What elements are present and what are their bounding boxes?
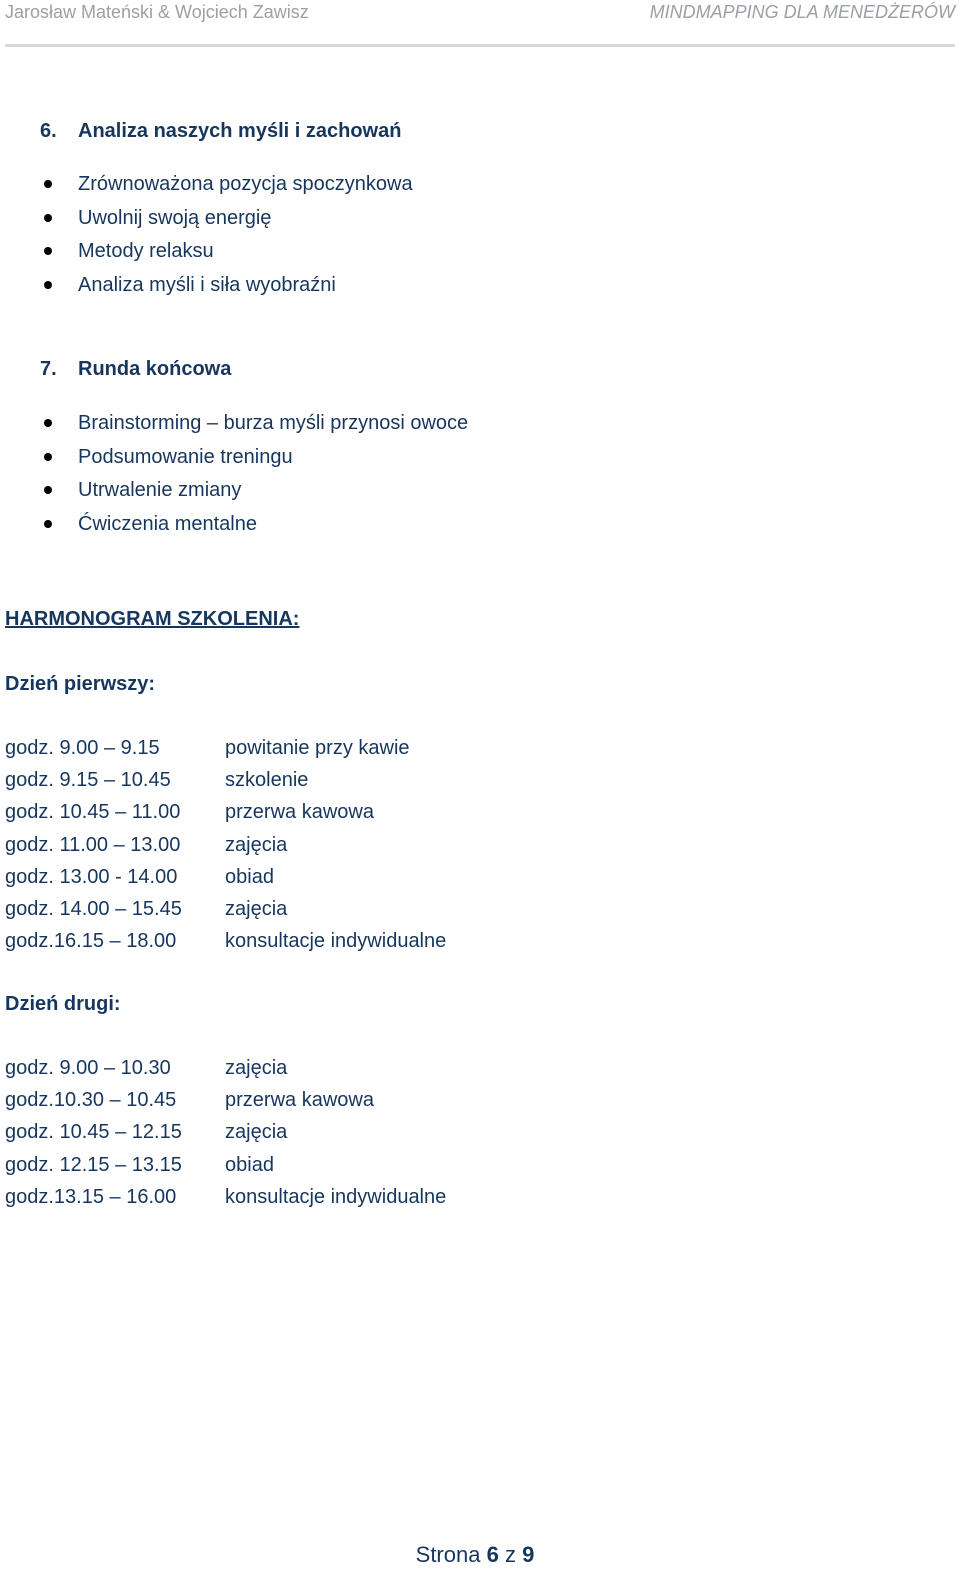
section-6-heading <box>40 118 401 144</box>
schedule-activity: powitanie przy kawie <box>225 737 410 759</box>
footer-page-total: 9 <box>522 1542 535 1567</box>
schedule-activity: obiad <box>225 865 274 888</box>
schedule-time: godz. 13.00 - 14.00 <box>5 865 178 888</box>
bullet-icon <box>44 281 52 289</box>
list-item-text: Uwolnij swoją energię <box>78 206 272 229</box>
schedule-time: godz.16.15 – 18.00 <box>5 930 177 953</box>
schedule-time: godz. 9.00 – 9.15 <box>5 737 160 759</box>
schedule-activity: szkolenie <box>225 769 309 792</box>
footer-separator: z <box>504 1542 516 1567</box>
schedule-activity: zajęcia <box>225 897 288 920</box>
schedule-activity: przerwa kawowa <box>225 801 374 824</box>
list-item-text: Podsumowanie treningu <box>78 445 293 468</box>
header-title: MINDMAPPING DLA MENEDŻERÓW <box>649 2 955 22</box>
list-item <box>0 272 413 306</box>
list-item <box>0 477 468 511</box>
schedule-activity: zajęcia <box>225 833 288 856</box>
bullet-icon <box>44 520 52 528</box>
bullet-icon <box>44 486 52 494</box>
schedule-time: godz.13.15 – 16.00 <box>5 1185 177 1208</box>
section-7-title: Runda końcowa <box>78 358 232 380</box>
schedule-activity: zajęcia <box>225 1057 288 1079</box>
list-item <box>0 444 468 478</box>
schedule-time: godz. 9.00 – 10.30 <box>5 1057 171 1079</box>
schedule-time: godz. 14.00 – 15.45 <box>5 897 182 920</box>
section-6-title: Analiza naszych myśli i zachowań <box>78 120 402 142</box>
bullet-icon <box>44 453 52 461</box>
schedule-activity: przerwa kawowa <box>225 1089 374 1112</box>
footer-page-number: 6 <box>486 1542 499 1567</box>
list-item <box>0 410 468 444</box>
schedule-activity: obiad <box>225 1153 274 1176</box>
section-7-number: 7. <box>40 358 57 380</box>
bullet-icon <box>44 247 52 255</box>
footer-prefix: Strona <box>415 1542 481 1567</box>
list-item-text: Utrwalenie zmiany <box>78 479 242 501</box>
bullet-icon <box>44 180 52 188</box>
schedule-activity: konsultacje indywidualne <box>225 930 447 953</box>
schedule-activity: konsultacje indywidualne <box>225 1185 447 1208</box>
list-item-text: Metody relaksu <box>78 240 214 262</box>
schedule-time: godz. 10.45 – 12.15 <box>5 1121 182 1144</box>
schedule-time: godz. 9.15 – 10.45 <box>5 769 171 792</box>
bullet-icon <box>44 214 52 222</box>
list-item <box>0 511 468 545</box>
schedule-activity: zajęcia <box>225 1121 288 1144</box>
page-footer <box>0 1540 950 1570</box>
day-1-heading: Dzień pierwszy: <box>5 673 156 695</box>
schedule-time: godz. 12.15 – 13.15 <box>5 1153 182 1176</box>
schedule-heading: HARMONOGRAM SZKOLENIA: <box>5 608 300 630</box>
schedule-time: godz. 11.00 – 13.00 <box>5 833 181 856</box>
section-7-list <box>0 410 468 544</box>
list-item-text: Zrównoważona pozycja spoczynkowa <box>78 173 413 195</box>
list-item-text: Ćwiczenia mentalne <box>78 512 257 535</box>
section-6-number: 6. <box>40 120 57 142</box>
section-6-list <box>0 171 413 305</box>
header-authors: Jarosław Mateński & Wojciech Zawisz <box>5 2 309 22</box>
schedule-time: godz.10.30 – 10.45 <box>5 1089 177 1112</box>
list-item-text: Analiza myśli i siła wyobraźni <box>78 273 336 296</box>
list-item <box>0 171 413 205</box>
schedule-time: godz. 10.45 – 11.00 <box>5 801 181 824</box>
list-item <box>0 205 413 239</box>
list-item-text: Brainstorming – burza myśli przynosi owoce <box>78 412 469 434</box>
header-divider <box>5 44 955 47</box>
bullet-icon <box>44 419 52 427</box>
day-2-heading: Dzień drugi: <box>5 993 121 1015</box>
list-item <box>0 238 413 272</box>
section-7-heading <box>40 356 231 382</box>
